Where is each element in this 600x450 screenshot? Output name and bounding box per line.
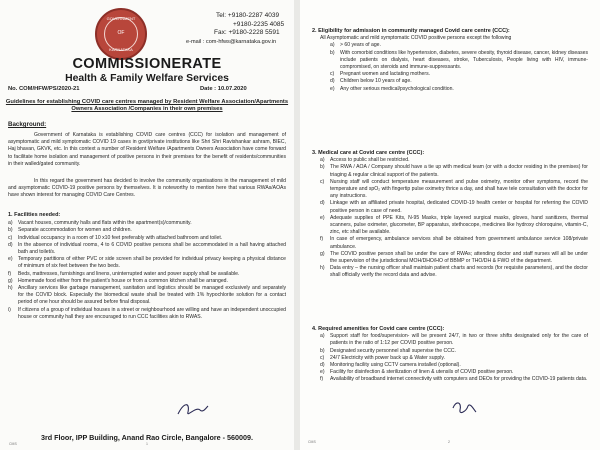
- list-item-label: d): [320, 362, 325, 369]
- list-item: [8, 242, 286, 256]
- document-page-1: [0, 0, 294, 450]
- list-item-label: e): [320, 214, 325, 221]
- karnataka-seal-icon: GOVERNMENT OF KARNATAKA: [95, 8, 147, 60]
- list-item-text: In the absence of individual rooms, 4 to 6 COVID positive persons shall be accommodated in a hall having attached bath and toilet/s.: [18, 241, 286, 256]
- list-item-label: h): [8, 285, 13, 292]
- list-item-label: f): [8, 270, 12, 277]
- list-item: [320, 157, 588, 164]
- list-item-text: Designated security personnel shall supervise the CCC.: [330, 347, 456, 354]
- list-item-text: Temporary partitions of either PVC or side screen shall be provided for individual privacy keeping a physical distance of minimum of six feet between the two beds.: [18, 256, 286, 270]
- contact-fax: Fax: +9180-2228 5591: [214, 29, 280, 37]
- contact-tel: Tel: +9180-2287 4039: [216, 12, 280, 19]
- list-item: [320, 355, 588, 362]
- page-code: CMS: [308, 440, 316, 444]
- list-item-text: Adequate supplies of PPE Kits, N-95 Masks, triple layered surgical masks, gloves, hand sanitizers, thermal scanners, pulse oximeter, glucometer, BP apparatus, stethoscope, medicines like hydroxy chloroquine, vitamin-C, zinc, etc shall be available.: [330, 214, 588, 236]
- contact-tel-2: +9180-2235 4085: [233, 20, 285, 28]
- list-item-text: Vacant houses, community halls and flats within the apartment(s)/community.: [18, 220, 192, 227]
- list-item-text: Any other serious medical/psychological condition.: [340, 85, 454, 92]
- list-item-label: h): [320, 265, 325, 272]
- list-item: [330, 78, 588, 85]
- page-number: 2: [448, 440, 450, 444]
- list-item-label: b): [320, 347, 325, 354]
- list-item-label: i): [8, 306, 11, 313]
- background-paragraph-2: In this regard the government has decided to involve the community organisations in the management of mild and asymptomatic COVID-19 positive persons by themselves. It is noteworthy to mention here that various RWAs/AOAs have shown interest for managing COVID Care Centres.: [8, 178, 286, 199]
- list-item-label: c): [330, 71, 335, 78]
- list-item: [330, 71, 588, 78]
- list-item-text: If citizens of a group of individual houses in a street or neighbourhood are willing and have an independent unoccupied house or community hall they are encouraged to run CCC facilities akin to RWAS.: [18, 306, 286, 320]
- list-item-label: e): [330, 85, 335, 92]
- list-item-text: Monitoring facility using CCTV camera installed (optional).: [330, 362, 461, 369]
- list-item: [320, 236, 588, 250]
- background-heading: Background:: [8, 121, 47, 128]
- list-item-text: Availability of broadband internet connectivity with computers and DEOs for providing the COVID-19 patients data.: [330, 376, 588, 383]
- list-item-label: f): [320, 236, 324, 243]
- list-item-label: b): [8, 227, 13, 234]
- list-item: [320, 251, 588, 265]
- list-item-text: Separate accommodation for women and children.: [18, 227, 132, 234]
- list-item-label: e): [320, 369, 325, 376]
- list-item: [8, 235, 286, 242]
- contact-block: [186, 12, 286, 46]
- list-item: [320, 369, 588, 376]
- page-subtitle: Health & Family Welfare Services: [65, 73, 229, 84]
- list-item-label: e): [8, 256, 13, 263]
- document-page-2: [300, 0, 600, 450]
- eligibility-intro: All Asymptomatic and mild symptomatic COVID positive persons except the following: [320, 35, 512, 42]
- list-item-label: f): [320, 376, 324, 383]
- list-item: [8, 285, 286, 307]
- list-item-text: > 60 years of age.: [340, 42, 381, 49]
- medical-care-section: [312, 150, 588, 280]
- section-heading: 4. Required amenities for Covid care centre (CCC):: [312, 326, 445, 332]
- list-item-text: Homemade food either from the patient's house or from a common kitchen shall be arranged.: [18, 277, 228, 284]
- list-item: [320, 376, 588, 383]
- list-item-text: Nursing staff will conduct temperature measurement and pulse oximetry, monitor other symptoms, record the temperature and spO₂ with fingertip pulse oximetry thrice a day, and shall have tele consultation with the doctor for any instructions.: [330, 178, 588, 200]
- reference-number: No. COM/HFW/PS/2020-21: [8, 86, 80, 92]
- list-item-label: g): [8, 277, 13, 284]
- list-item: [8, 307, 286, 321]
- page-code: CMS: [9, 442, 17, 446]
- list-item-text: Beds, mattresses, furnishings and linens, uninterrupted water and power supply shall be available.: [18, 270, 240, 277]
- list-item-label: g): [320, 250, 325, 257]
- list-item-text: The COVID positive person shall be under the care of RWAs; attending doctor and staff nurses will all be under the supervision of the jurisdictional MOH/DHO/HO of BBMP or THO/DH & FWO of the department.: [330, 250, 588, 265]
- list-item-label: d): [320, 200, 325, 207]
- list-item-text: The RWA / AOA / Company should have a tie up with medical team (or with a doctor residing in the premises) for triaging & regular clinical support of the patients.: [330, 164, 588, 178]
- list-item-text: Children below 10 years of age.: [340, 78, 412, 85]
- list-item-label: d): [8, 241, 13, 248]
- list-item-text: Facility for disinfection & sterilization of linen & utensils of COVID positive person.: [330, 369, 514, 376]
- list-item-label: c): [320, 178, 325, 185]
- medical-care-list: [312, 157, 588, 279]
- list-item-text: Pregnant women and lactating mothers.: [340, 71, 431, 78]
- list-item-label: a): [320, 157, 325, 164]
- list-item-text: In case of emergency, ambulance services shall be obtained from government ambulance service 108/private ambulance.: [330, 236, 588, 250]
- signature-icon: [176, 400, 210, 420]
- background-paragraph-1: Government of Karnataka is establishing COVID care centres (CCC) for isolation and management of asymptomatic and mild symptomatic COVID 19 cases in govt/private institutions like Shri Shri Ravishankar ashram, BIEC, Haj bhavan, GKVK, etc. In this context a number of Resident Welfare /Apartments Owners Association have come forward to facilitate home isolation and management of positive persons in their premises for the benefit of residents/communities in their walled/gated community.: [8, 132, 286, 167]
- list-item: [320, 348, 588, 355]
- list-item: [320, 164, 588, 178]
- list-item: [320, 179, 588, 201]
- facilities-list: [8, 220, 286, 321]
- list-item-text: Data entry – the nursing officer shall maintain patient charts and records (for requisite parameters), and the doctor shall officially verify the record data and advise.: [330, 265, 588, 279]
- list-item-label: c): [320, 354, 325, 361]
- page-title: COMMISSIONERATE: [72, 56, 222, 72]
- list-item-text: Access to public shall be restricted.: [330, 157, 410, 164]
- list-item-label: a): [330, 42, 335, 49]
- list-item: [320, 200, 588, 214]
- list-item: [8, 278, 286, 285]
- eligibility-section: [312, 28, 588, 93]
- page-number: 1: [146, 442, 148, 446]
- list-item: [8, 220, 286, 227]
- document-date: Date : 10.07.2020: [200, 86, 247, 92]
- guidelines-title: Guidelines for establishing COVID care centres managed by Resident Welfare Association/Apartments Owners Association /Companies in their own premises: [5, 99, 289, 113]
- list-item-text: Individual occupancy in a room of 10 x10 feet preferably with attached bathroom and toilet.: [18, 234, 223, 241]
- list-item: [8, 227, 286, 234]
- list-item: [320, 215, 588, 237]
- list-item-text: Support staff for food/supervision- will be present 24/7, in two or three shifts designated only for the care of patients in the ratio of 1:12 per COVID positive person.: [330, 333, 588, 347]
- section-heading: 3. Medical care at Covid care centre (CCC):: [312, 150, 425, 156]
- list-item-text: Ancillary services like garbage management, sanitation and logistics should be managed exclusively and separately for the COVID block. Especially the biomedical waste shall be treated with 1% hypochlorite solution for a contact period of one hour should be assured before final disposal.: [18, 285, 286, 306]
- list-item: [8, 271, 286, 278]
- facilities-section: [8, 212, 286, 321]
- contact-email: e-mail : com-hfws@karnataka.gov.in: [186, 38, 277, 45]
- address-footer: 3rd Floor, IPP Building, Anand Rao Circle, Bangalore - 560009.: [40, 433, 254, 442]
- list-item-label: d): [330, 78, 335, 85]
- section-heading: 1. Facilities needed:: [8, 212, 61, 218]
- eligibility-list: [312, 42, 588, 92]
- list-item-label: a): [8, 220, 13, 227]
- list-item: [8, 256, 286, 270]
- list-item-text: With comorbid conditions like hypertension, diabetes, severe obesity, thyroid disease, cancer, kidney diseases include patients on dialysis, heart diseases, stroke, Tuberculosis, People living with HIV, immune-compromised, on steroids and immune-suppressants.: [340, 49, 588, 71]
- list-item-text: Linkage with an affiliated private hospital, dedicated COVID-19 health center or hospital for referring the COVID positive person in case of need.: [330, 200, 588, 214]
- list-item: [320, 265, 588, 279]
- list-item-label: b): [320, 164, 325, 171]
- list-item: [330, 42, 588, 49]
- list-item-label: c): [8, 234, 13, 241]
- list-item-text: 24/7 Electricity with power back up & Water supply.: [330, 354, 445, 361]
- amenities-section: [312, 326, 588, 384]
- section-heading: 2. Eligibility for admission in community managed Covid care centre (CCC):: [312, 28, 510, 34]
- list-item-label: a): [320, 333, 325, 340]
- signature-icon: [450, 398, 478, 418]
- list-item-label: b): [330, 49, 335, 56]
- list-item: [320, 333, 588, 347]
- amenities-list: [312, 333, 588, 383]
- list-item: [330, 86, 588, 93]
- list-item: [320, 362, 588, 369]
- list-item: [330, 50, 588, 72]
